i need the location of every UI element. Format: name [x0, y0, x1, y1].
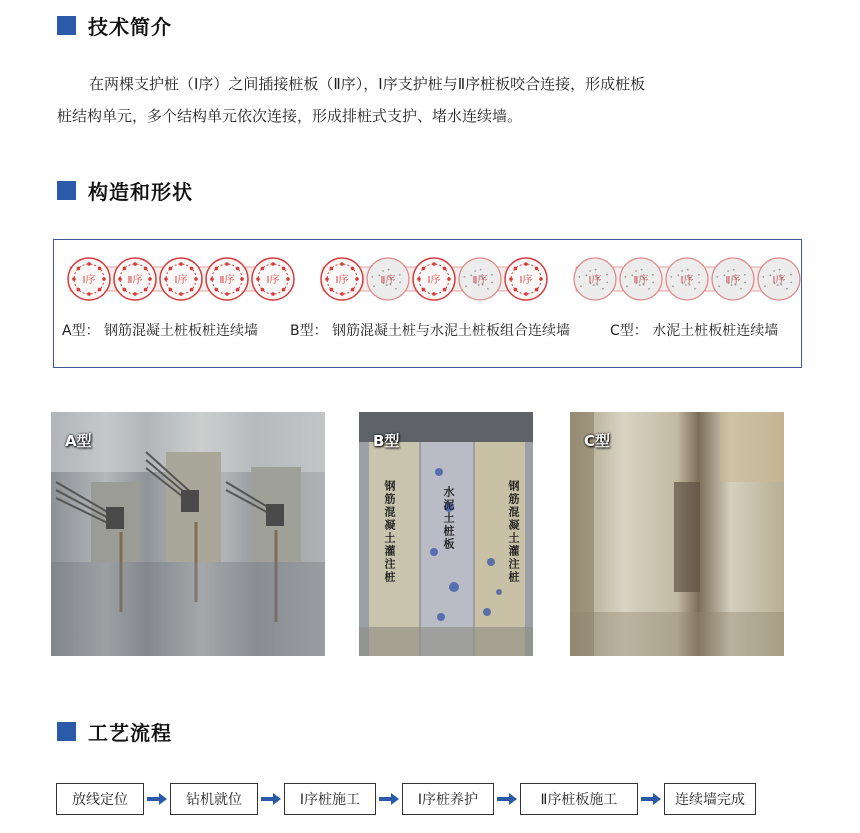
pile-rc	[505, 258, 547, 300]
pile-group-c	[572, 255, 802, 303]
pile-order-label: Ⅱ序	[219, 275, 235, 286]
process-step-5: Ⅱ序桩板施工	[520, 783, 638, 815]
pile-cement	[712, 258, 754, 300]
pile-order-label: Ⅰ序	[588, 275, 602, 286]
pile-rc	[114, 258, 156, 300]
intro-paragraph	[57, 68, 797, 132]
pile-cement	[459, 258, 501, 300]
process-step-4: Ⅰ序桩养护	[402, 783, 494, 815]
section-intro-header	[57, 11, 172, 40]
photo-type-b	[359, 412, 533, 656]
intro-line-2: 桩结构单元，多个结构单元依次连接，形成排桩式支护、堵水连续墙。	[57, 107, 523, 125]
pile-row-svg	[319, 255, 549, 303]
photo-b-label-center: 水泥土桩板	[442, 486, 455, 551]
pile-order-label: Ⅱ序	[472, 275, 488, 286]
pile-order-label: Ⅰ序	[519, 275, 533, 286]
pile-order-label: Ⅱ序	[380, 275, 396, 286]
section-marker-icon	[57, 181, 76, 200]
photo-a-tag: A型	[65, 432, 92, 450]
pile-order-label: Ⅰ序	[335, 275, 349, 286]
arrow-right-icon	[258, 783, 284, 815]
type-label-a: A型： 钢筋混凝土桩板桩连续墙	[62, 323, 259, 339]
pile-cement	[666, 258, 708, 300]
pile-group-b	[319, 255, 549, 303]
section-process-header	[57, 717, 172, 746]
photo-c-tag: C型	[584, 432, 611, 450]
type-label-b: B型： 钢筋混凝土桩与水泥土桩板组合连续墙	[290, 323, 571, 339]
pile-cement	[758, 258, 800, 300]
process-flow	[56, 782, 756, 816]
photo-b-label-right: 钢筋混凝土灌注桩	[507, 480, 520, 584]
photo-type-c	[570, 412, 784, 656]
pile-order-label: Ⅰ序	[772, 275, 786, 286]
pile-order-label: Ⅱ序	[127, 275, 143, 286]
pile-order-label: Ⅰ序	[174, 275, 188, 286]
photo-type-a	[51, 412, 325, 656]
pile-order-label: Ⅰ序	[82, 275, 96, 286]
pile-order-label: Ⅰ序	[680, 275, 694, 286]
pile-order-label: Ⅰ序	[427, 275, 441, 286]
arrow-right-icon	[494, 783, 520, 815]
arrow-right-icon	[638, 783, 664, 815]
intro-line-1: 在两棵支护桩（Ⅰ序）之间插接桩板（Ⅱ序），Ⅰ序支护桩与Ⅱ序桩板咬合连接，形成桩板	[89, 75, 646, 93]
arrow-right-icon	[376, 783, 402, 815]
process-step-1: 放线定位	[56, 783, 144, 815]
pile-row-svg	[572, 255, 802, 303]
process-step-3: Ⅰ序桩施工	[284, 783, 376, 815]
pile-rc	[321, 258, 363, 300]
pile-order-label: Ⅰ序	[266, 275, 280, 286]
pile-cement	[620, 258, 662, 300]
pile-rc	[160, 258, 202, 300]
arrow-right-icon	[144, 783, 170, 815]
photo-b-tag: B型	[373, 432, 400, 450]
pile-rc	[206, 258, 248, 300]
section-marker-icon	[57, 722, 76, 741]
photo-b-label-left: 钢筋混凝土灌注桩	[383, 480, 396, 584]
pile-order-label: Ⅱ序	[633, 275, 649, 286]
structure-diagram-box	[53, 239, 802, 368]
section-title-structure: 构造和形状	[88, 180, 193, 204]
pile-group-a	[66, 255, 296, 303]
process-step-2: 钻机就位	[170, 783, 258, 815]
pile-order-label: Ⅱ序	[725, 275, 741, 286]
section-marker-icon	[57, 16, 76, 35]
pile-cement	[574, 258, 616, 300]
pile-rc	[68, 258, 110, 300]
pile-rc	[252, 258, 294, 300]
process-step-6: 连续墙完成	[664, 783, 756, 815]
pile-rc	[413, 258, 455, 300]
type-label-c: C型： 水泥土桩板桩连续墙	[610, 323, 779, 339]
pile-row-svg	[66, 255, 296, 303]
photo-a-image	[51, 412, 325, 656]
section-structure-header	[57, 176, 193, 205]
section-title-process: 工艺流程	[88, 721, 172, 745]
section-title-intro: 技术简介	[88, 15, 172, 39]
pile-cement	[367, 258, 409, 300]
